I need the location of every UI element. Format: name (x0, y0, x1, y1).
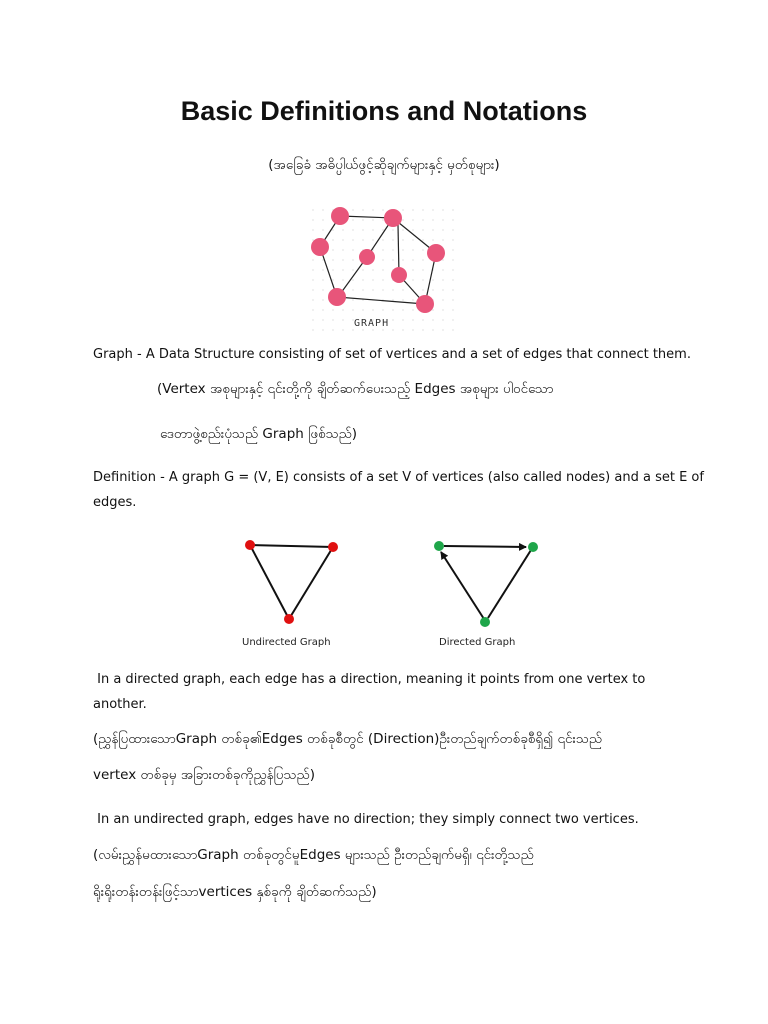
sketch-graph-figure (308, 205, 458, 335)
directed-edge (488, 550, 531, 618)
sketch-vertex (331, 207, 349, 225)
directed-graph-burmese-2: vertex တစ်ခုမှ အခြားတစ်ခုကိုညွှန်ပြသည်) (93, 767, 315, 783)
undirected-graph-burmese-2: ရိုးရိုးတန်းတန်းဖြင့်သာvertices နှစ်ခုကို ချိတ်ဆက်သည်) (93, 884, 377, 900)
directed-edge (441, 552, 484, 619)
directed-vertex (480, 617, 490, 627)
sketch-vertex (416, 295, 434, 313)
undirected-vertex (245, 540, 255, 550)
undirected-edge (289, 547, 333, 619)
directed-graph-text-2: another. (93, 697, 147, 712)
directed-vertex (434, 541, 444, 551)
graph-definition: Graph - A Data Structure consisting of set of vertices and a set of edges that connect them. (93, 347, 691, 362)
sketch-label: GRAPH (354, 318, 390, 329)
formal-definition-line-2: edges. (93, 495, 137, 510)
formal-definition-line-1: Definition - A graph G = (V, E) consists of a set V of vertices (also called nodes) and a set E of (93, 470, 704, 485)
graph-definition-burmese-2: ဒေတာဖွဲ့စည်းပုံသည် Graph ဖြစ်သည်) (160, 426, 358, 442)
sketch-vertex (328, 288, 346, 306)
undirected-edge (250, 545, 289, 619)
sketch-vertex (359, 249, 375, 265)
undirected-edge (250, 545, 333, 547)
undirected-vertex (284, 614, 294, 624)
undirected-graph-figure (238, 534, 348, 629)
directed-vertex (528, 542, 538, 552)
directed-graph-burmese-1: (ညွှန်ပြထားသောGraph တစ်ခု၏Edges တစ်ခုစီတွင် (Direction)ဦးတည်ချက်တစ်ခုစီရှိ၍ ၎င်းသည် (93, 731, 603, 747)
sketch-vertex (311, 238, 329, 256)
directed-graph-caption: Directed Graph (439, 637, 516, 648)
page-title: Basic Definitions and Notations (180, 96, 588, 126)
sketch-vertex (427, 244, 445, 262)
undirected-graph-caption: Undirected Graph (242, 637, 331, 648)
directed-edge (444, 546, 526, 547)
undirected-graph-text: In an undirected graph, edges have no direction; they simply connect two vertices. (93, 812, 639, 827)
sketch-vertex (384, 209, 402, 227)
directed-graph-text-1: In a directed graph, each edge has a direction, meaning it points from one vertex to (93, 672, 646, 687)
undirected-graph-burmese-1: (လမ်းညွှန်မထားသောGraph တစ်ခုတွင်မူEdges များသည် ဦးတည်ချက်မရှိ၊ ၎င်းတို့သည် (93, 847, 534, 863)
graph-definition-burmese-1: (Vertex အစုများနှင့် ၎င်းတို့ကို ချိတ်ဆက်ပေးသည့် Edges အစုများ ပါဝင်သော (157, 381, 554, 397)
subtitle-burmese: (အခြေခံ အဓိပ္ပါယ်ဖွင့်ဆိုချက်များနှင့် မှတ်စုများ) (268, 157, 500, 173)
directed-graph-figure (428, 534, 543, 629)
undirected-vertex (328, 542, 338, 552)
sketch-vertex (391, 267, 407, 283)
